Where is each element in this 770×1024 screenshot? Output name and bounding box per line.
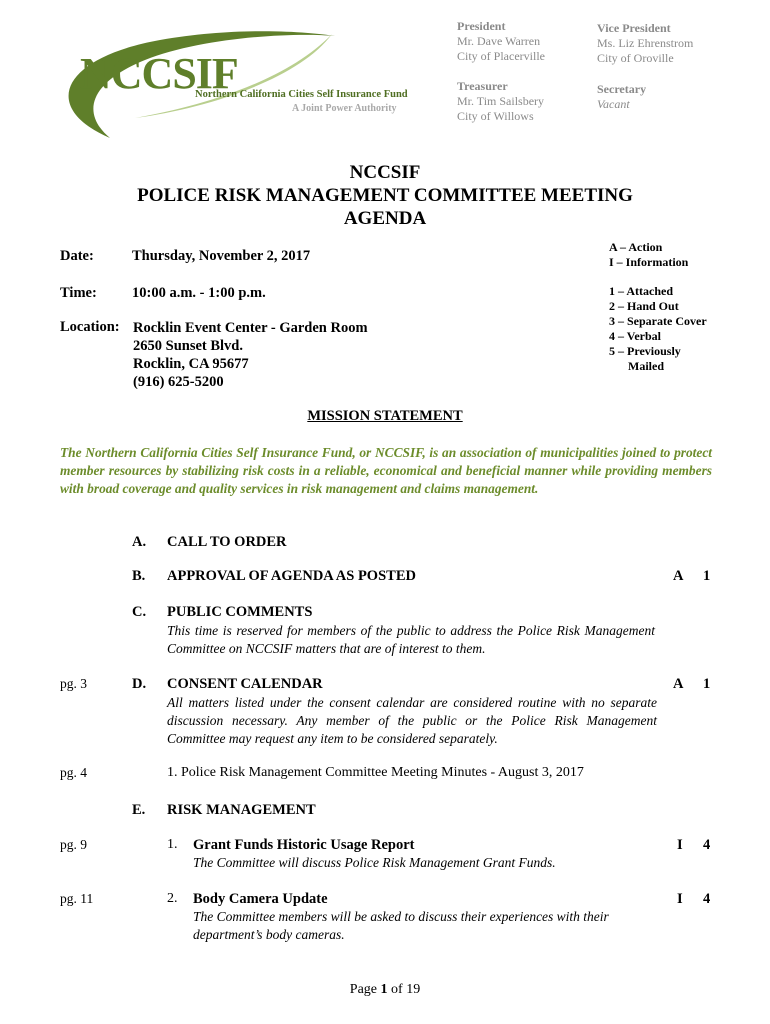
logo [50, 18, 410, 143]
item-title-consent-calendar: CONSENT CALENDAR [167, 676, 323, 692]
legend-action-types [609, 240, 688, 270]
officer-org: City of Placerville [457, 49, 545, 63]
logo-acronym: NCCSIF [80, 49, 238, 98]
item-code: 4 [703, 837, 711, 853]
item-title-approval: APPROVAL OF AGENDA AS POSTED [167, 568, 416, 584]
officer-role: Vice President [597, 21, 671, 35]
page-reference: pg. 3 [60, 676, 87, 691]
sub-item-title-body-camera: Body Camera Update [193, 891, 328, 907]
officer-name: Mr. Dave Warren [457, 34, 541, 48]
location-line: Rocklin, CA 95677 [133, 356, 249, 372]
page-title-org: NCCSIF [349, 162, 421, 183]
page-title-meeting: POLICE RISK MANAGEMENT COMMITTEE MEETING [137, 185, 633, 206]
item-letter: B. [132, 568, 146, 584]
officer-secretary [597, 82, 646, 112]
legend-attachments [609, 284, 707, 374]
date-label: Date: [60, 248, 94, 264]
item-title-public-comments: PUBLIC COMMENTS [167, 604, 313, 620]
legend-attachment: 4 – Verbal [609, 329, 662, 343]
item-code: 1 [703, 676, 711, 692]
page-prefix: Page [349, 982, 378, 997]
sub-item-title-grant-funds: Grant Funds Historic Usage Report [193, 837, 415, 853]
location-label: Location: [60, 319, 120, 335]
page-reference: pg. 9 [60, 837, 87, 852]
officer-org: City of Willows [457, 109, 534, 123]
legend-action: A – Action [609, 240, 663, 254]
item-description: This time is reserved for members of the public to address the Police Risk Management Committee on NCCSIF matters that are of interest to them. [167, 623, 655, 656]
item-code: 1 [703, 568, 711, 584]
time-value: 10:00 a.m. - 1:00 p.m. [132, 285, 266, 301]
officer-name: Vacant [597, 97, 630, 111]
logo-full-name: Northern California Cities Self Insurance Fund [195, 89, 408, 100]
item-letter: C. [132, 604, 147, 620]
legend-attachment: 2 – Hand Out [609, 299, 679, 313]
officer-vice-president [597, 21, 693, 66]
item-description: All matters listed under the consent calendar are considered routine with no separate discussion necessary. Any member of the public or the Police Risk Management Committee may request any item to be considered separately. [167, 695, 657, 746]
officer-role: Treasurer [457, 79, 508, 93]
item-action: A [673, 568, 684, 584]
item-code: 4 [703, 891, 711, 907]
officer-name: Mr. Tim Sailsbery [457, 94, 545, 108]
page-current: 1 [380, 982, 388, 997]
officer-treasurer [457, 79, 544, 124]
date-value: Thursday, November 2, 2017 [132, 248, 311, 264]
sub-item-number: 2. [167, 891, 178, 906]
location-line: 2650 Sunset Blvd. [133, 338, 243, 354]
page-total: 19 [406, 982, 421, 997]
item-letter: D. [132, 676, 147, 692]
page-reference: pg. 4 [60, 765, 87, 780]
page-reference: pg. 11 [60, 891, 94, 906]
officer-president [457, 19, 545, 64]
item-action: I [677, 891, 683, 907]
item-title-risk-management: RISK MANAGEMENT [167, 802, 316, 818]
page-title-agenda: AGENDA [343, 208, 427, 229]
legend-attachment: 5 – Previously [609, 344, 681, 358]
legend-information: I – Information [609, 255, 689, 269]
location-line: Rocklin Event Center - Garden Room [133, 320, 368, 336]
legend-attachment: 1 – Attached [609, 284, 673, 298]
item-action: I [677, 837, 683, 853]
sub-item-number: 1. [167, 837, 178, 852]
location-block [133, 319, 368, 391]
legend-attachment: 3 – Separate Cover [609, 314, 707, 328]
time-label: Time: [60, 285, 97, 301]
legend-attachment: Mailed [628, 359, 664, 373]
officer-role: President [457, 19, 506, 33]
page-number [0, 982, 770, 998]
item-letter: E. [132, 802, 146, 818]
officer-name: Ms. Liz Ehrenstrom [597, 36, 694, 50]
item-action: A [673, 676, 684, 692]
logo-subtitle: A Joint Power Authority [292, 103, 397, 114]
item-letter: A. [132, 534, 147, 550]
item-description: The Committee members will be asked to discuss their experiences with their department’s body cameras. [193, 909, 609, 942]
sub-item-minutes: 1. Police Risk Management Committee Meeting Minutes - August 3, 2017 [167, 765, 584, 780]
location-line: (916) 625-5200 [133, 374, 224, 390]
officer-role: Secretary [597, 82, 647, 96]
item-title-call-to-order: CALL TO ORDER [167, 534, 287, 550]
mission-heading: MISSION STATEMENT [307, 408, 463, 424]
mission-text: The Northern California Cities Self Insurance Fund, or NCCSIF, is an association of municipalities joined to protect member resources by stabilizing risk costs in a reliable, economical and beneficial manner while providing members with broad coverage and quality services in risk management and claims management. [60, 445, 712, 496]
item-description: The Committee will discuss Police Risk Management Grant Funds. [193, 855, 556, 870]
page-of: of [391, 982, 403, 997]
officer-org: City of Oroville [597, 51, 674, 65]
